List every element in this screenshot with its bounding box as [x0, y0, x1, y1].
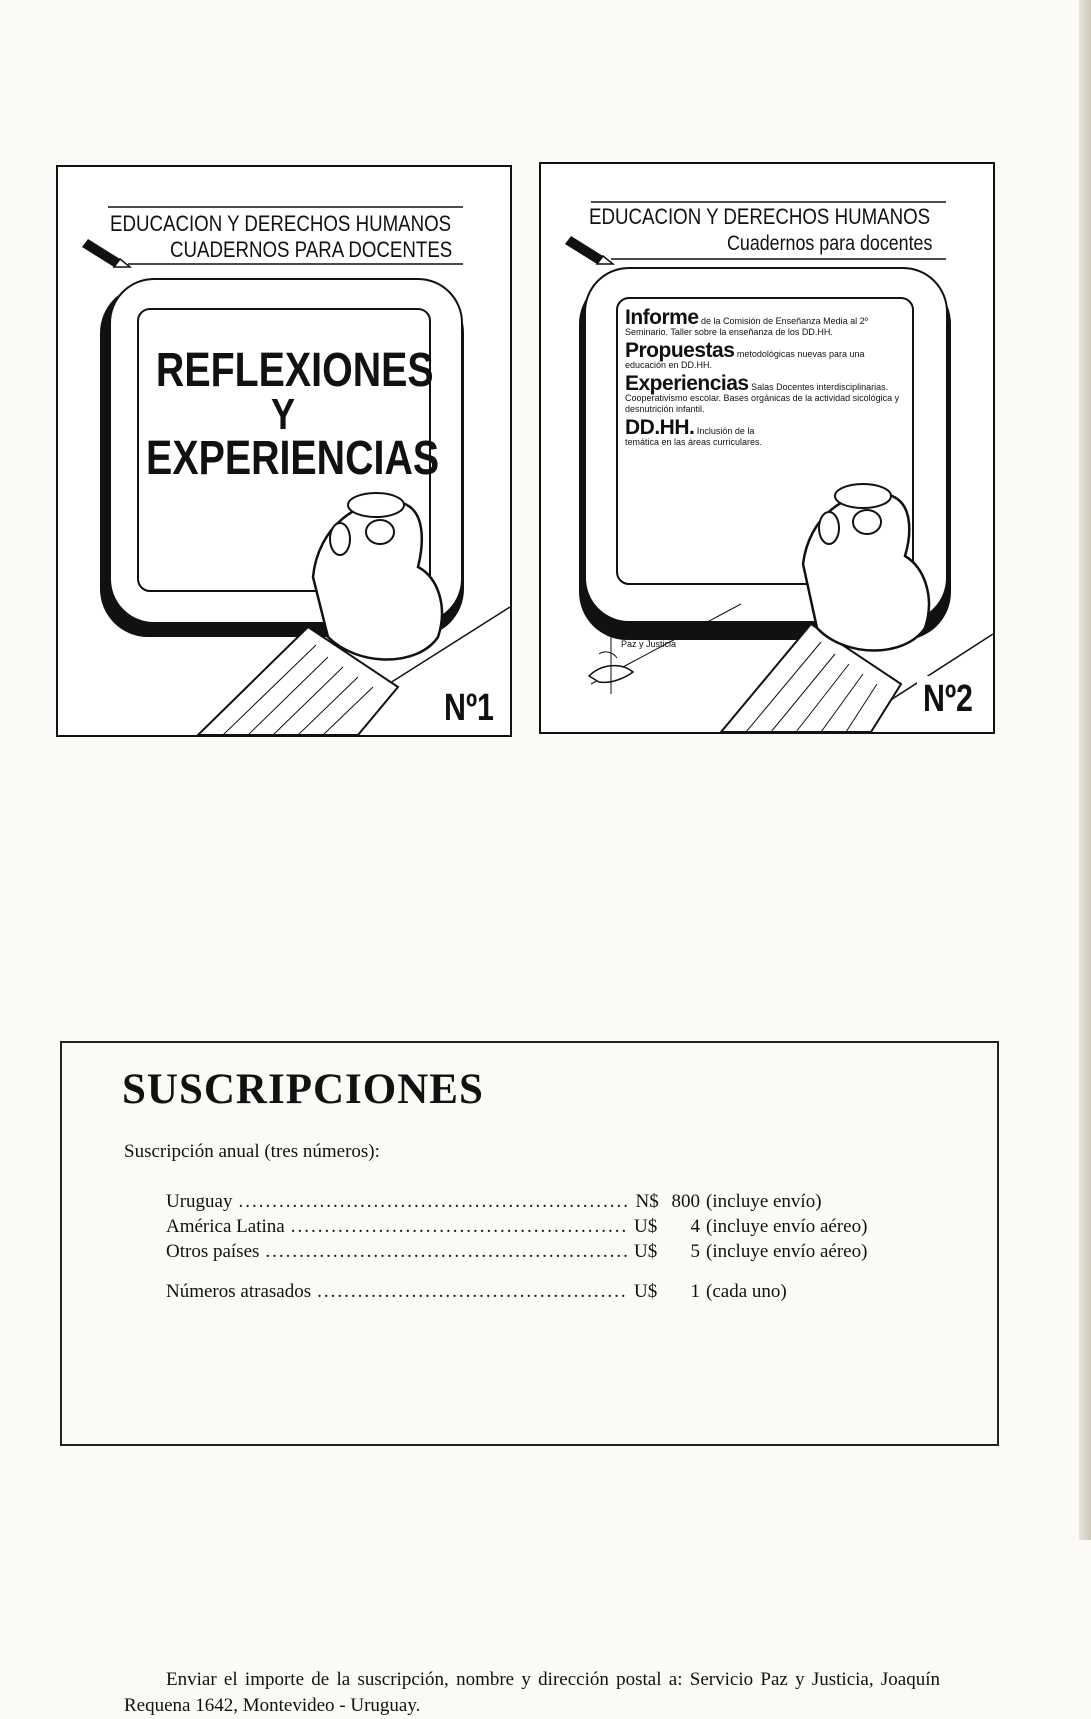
- price-amount: 5: [690, 1241, 700, 1262]
- price-row-back-issues: [166, 1281, 906, 1303]
- leader-dots: [291, 1216, 628, 1238]
- contents-text: metodológicas nuevas para una educación en DD.HH.: [625, 349, 865, 370]
- price-currency: U$: [634, 1216, 658, 1237]
- cover-issue-1: [56, 165, 512, 737]
- contents-item-experiencias: [625, 372, 905, 415]
- contents-keyword: Propuestas: [625, 339, 735, 362]
- price-country: Números atrasados: [166, 1281, 312, 1302]
- contents-item-informe: [625, 306, 905, 338]
- subscriptions-title: SUSCRIPCIONES: [122, 1066, 484, 1113]
- price-row: [166, 1216, 906, 1238]
- price-currency: U$: [634, 1281, 658, 1302]
- logo-line-2: Paz y Justicia: [621, 639, 677, 649]
- contents-item-propuestas: [625, 339, 905, 371]
- contents-text: de la Comisión de Enseñanza Media al 2º Seminario. Taller sobre la enseñanza de los DD.HH.: [625, 316, 868, 337]
- contents-item-ddhh: [625, 416, 775, 448]
- logo-line-1: Servicio: [621, 627, 654, 637]
- cover-2-header-line-1: EDUCACION Y DERECHOS HUMANOS: [589, 204, 931, 229]
- cover-issue-2: [539, 162, 995, 734]
- leader-dots: [238, 1191, 629, 1213]
- price-country: América Latina: [166, 1216, 285, 1237]
- price-currency: N$: [635, 1191, 659, 1212]
- contents-text: Salas Docentes interdisciplinarias. Cooperativismo escolar. Bases orgánicas de la actividad sicológica y desnutrición infantil.: [625, 382, 900, 414]
- contents-text: Inclusión de la temática en las áreas curriculares.: [625, 426, 763, 447]
- servicio-paz-justicia-logo: [621, 626, 676, 650]
- cover-2-header-line-2: Cuadernos para docentes: [727, 232, 933, 255]
- price-row: [166, 1191, 906, 1213]
- price-amount: 800: [671, 1191, 700, 1212]
- contents-keyword: DD.HH.: [625, 416, 695, 439]
- send-instructions: Enviar el importe de la suscripción, nombre y dirección postal a: Servicio Paz y Justicia, Joaquín Requena 1642, Montevideo - Uruguay.: [124, 1669, 940, 1716]
- cover-1-header-line-1: EDUCACION Y DERECHOS HUMANOS: [110, 211, 452, 236]
- contents-keyword: Experiencias: [625, 372, 749, 395]
- price-note: (incluye envío aéreo): [706, 1241, 868, 1262]
- cover-2-number: Nº2: [923, 678, 973, 720]
- price-amount: 4: [690, 1216, 700, 1237]
- cover-1-title-line-1: REFLEXIONES: [155, 344, 434, 397]
- price-country: Uruguay: [166, 1191, 233, 1212]
- subscriptions-box: [60, 1041, 999, 1716]
- contents-keyword: Informe: [625, 306, 699, 329]
- price-amount: 1: [690, 1281, 700, 1302]
- pencil-icon: [82, 239, 130, 267]
- cover-1-number: Nº1: [444, 687, 494, 729]
- price-note: (incluye envío aéreo): [706, 1216, 868, 1237]
- price-row: [166, 1241, 906, 1263]
- price-currency: U$: [634, 1241, 658, 1262]
- leader-dots: [317, 1281, 628, 1303]
- price-country: Otros países: [166, 1241, 260, 1262]
- price-note: (incluye envío): [706, 1191, 822, 1212]
- leader-dots: [265, 1241, 628, 1263]
- page-edge: [1079, 0, 1091, 1540]
- cover-1-title-line-2: Y: [270, 390, 296, 439]
- cover-1-title-line-3: EXPERIENCIAS: [146, 432, 440, 485]
- pencil-icon: [565, 236, 613, 264]
- cover-1-header-line-2: CUADERNOS PARA DOCENTES: [170, 237, 453, 262]
- subscriptions-intro: Suscripción anual (tres números):: [124, 1141, 380, 1162]
- cover-2-contents: [625, 306, 905, 455]
- price-note: (cada uno): [706, 1281, 787, 1302]
